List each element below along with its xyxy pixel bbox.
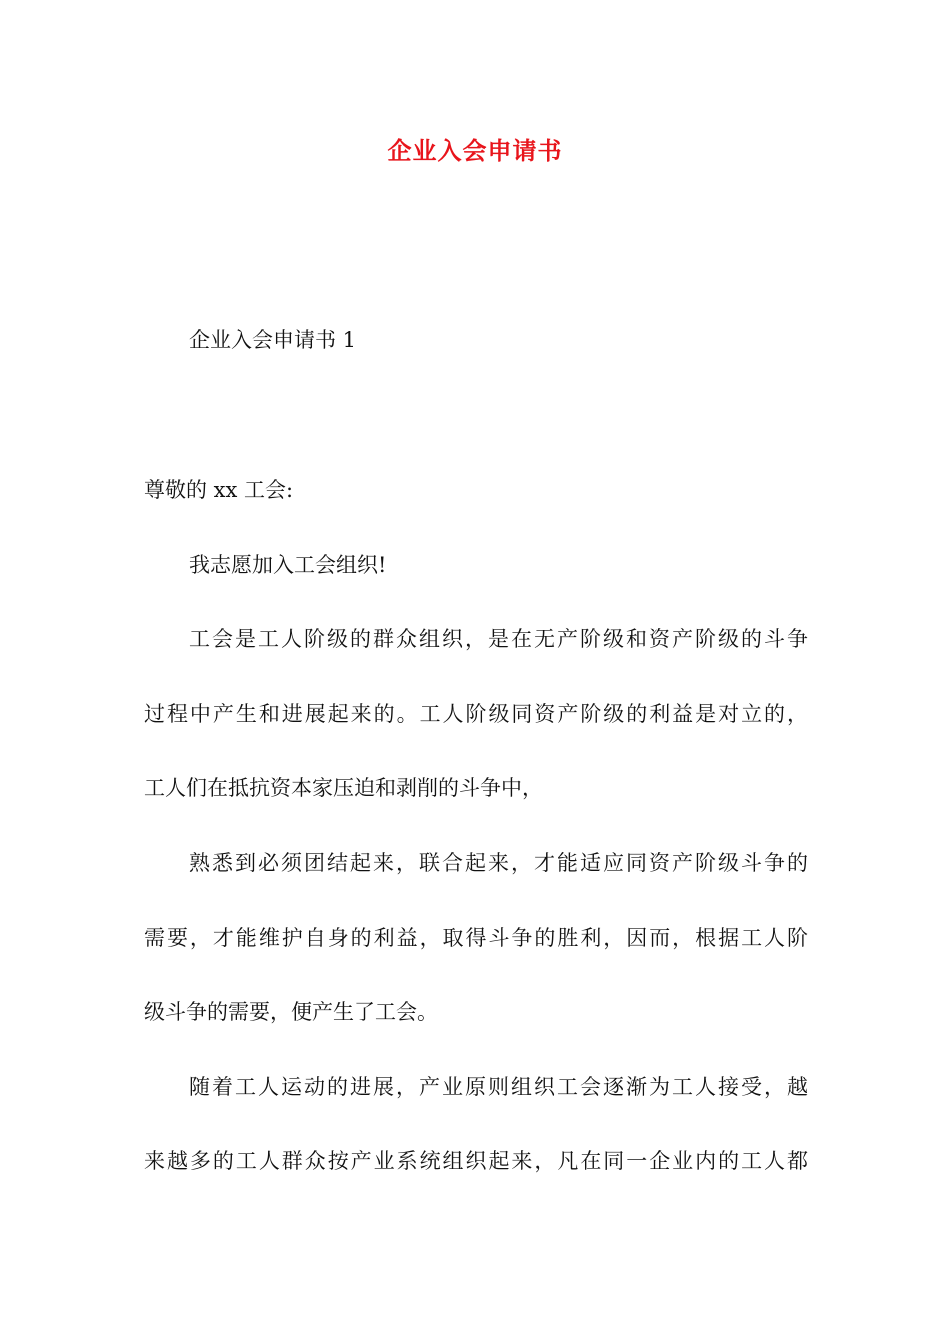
paragraph-line: 工人们在抵抗资本家压迫和剥削的斗争中， — [144, 776, 543, 800]
paragraph-line: 我志愿加入工会组织! — [189, 553, 387, 577]
paragraph-line: 需要，才能维护自身的利益，取得斗争的胜利，因而，根据工人阶 — [144, 926, 808, 950]
paragraph-line: 工会是工人阶级的群众组织，是在无产阶级和资产阶级的斗争 — [189, 627, 808, 651]
salutation: 尊敬的 xx 工会: — [144, 478, 294, 502]
document-title: 企业入会申请书 — [387, 136, 563, 165]
paragraph-line: 级斗争的需要，便产生了工会。 — [144, 1000, 438, 1024]
section-heading: 企业入会申请书 1 — [189, 328, 357, 352]
paragraph-line: 熟悉到必须团结起来，联合起来，才能适应同资产阶级斗争的 — [189, 851, 808, 875]
paragraph-line: 过程中产生和进展起来的。工人阶级同资产阶级的利益是对立的， — [144, 702, 808, 726]
paragraph-line: 来越多的工人群众按产业系统组织起来，凡在同一企业内的工人都 — [144, 1149, 808, 1173]
paragraph-line: 随着工人运动的进展，产业原则组织工会逐渐为工人接受，越 — [189, 1075, 808, 1099]
